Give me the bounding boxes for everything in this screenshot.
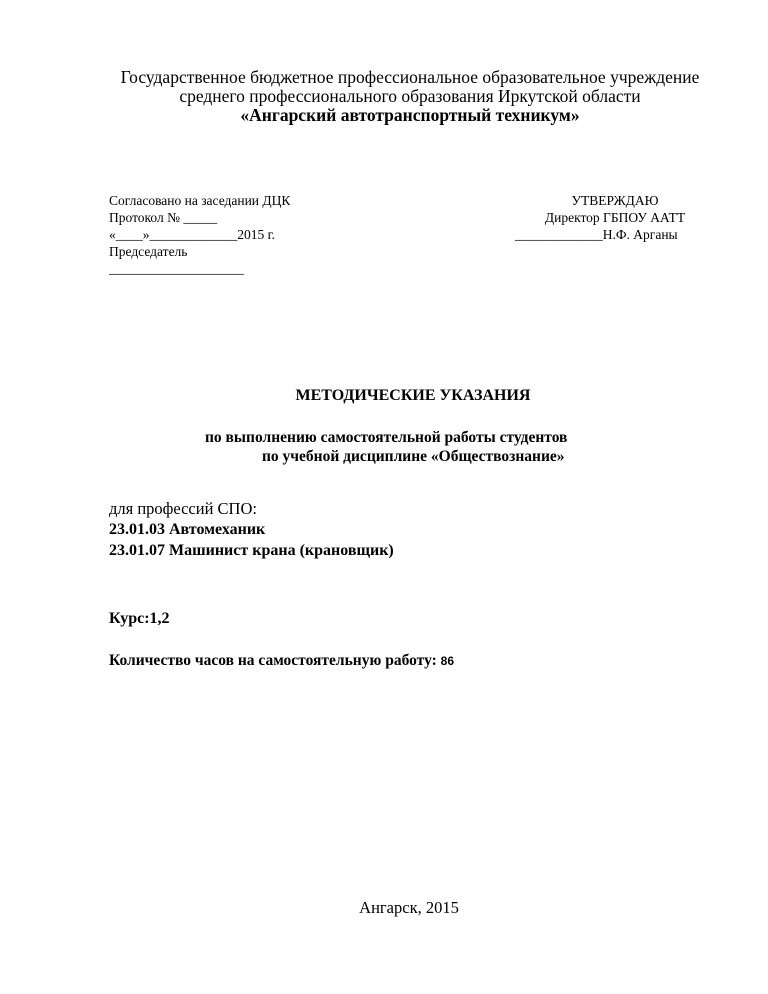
header-line-1: Государственное бюджетное профессиональное образовательное учреждение xyxy=(120,67,700,87)
document-title: МЕТОДИЧЕСКИЕ УКАЗАНИЯ xyxy=(295,387,531,404)
subtitle-line-1: по выполнению самостоятельной работы студентов xyxy=(205,429,568,446)
approval-right-line-3: _____________Н.Ф. Арганы xyxy=(515,227,678,242)
approval-right-line-1: УТВЕРЖДАЮ xyxy=(571,193,659,208)
profession-item: 23.01.07 Машинист крана (крановщик) xyxy=(109,542,394,559)
professions-block xyxy=(109,498,394,561)
header-line-2: среднего профессионального образования Иркутской области xyxy=(179,86,641,106)
approval-left-line-2: Протокол № _____ xyxy=(109,210,218,225)
approval-left-block xyxy=(109,192,290,277)
subtitle-line-2: по учебной дисциплине «Обществознание» xyxy=(262,448,565,465)
hours-value: 86 xyxy=(440,654,455,668)
approval-left-line-5: ____________________ xyxy=(109,261,244,276)
institution-header xyxy=(0,68,768,125)
document-subtitle xyxy=(205,428,567,466)
approval-left-line-4: Председатель xyxy=(109,244,188,259)
approval-right-block xyxy=(515,192,715,243)
hours-label: Количество часов на самостоятельную работу: xyxy=(109,652,441,669)
profession-item: 23.01.03 Автомеханик xyxy=(109,521,266,538)
course-label: Курс:1,2 xyxy=(109,610,170,627)
hours-line xyxy=(109,652,454,670)
approval-left-line-3: «____»_____________2015 г. xyxy=(109,227,276,242)
approval-left-line-1: Согласовано на заседании ДЦК xyxy=(109,193,291,208)
footer-city-year: Ангарск, 2015 xyxy=(359,898,459,917)
professions-intro: для профессий СПО: xyxy=(109,499,257,518)
header-institution-name: «Ангарский автотранспортный техникум» xyxy=(240,105,580,125)
approval-right-line-2: Директор ГБПОУ ААТТ xyxy=(544,210,686,225)
